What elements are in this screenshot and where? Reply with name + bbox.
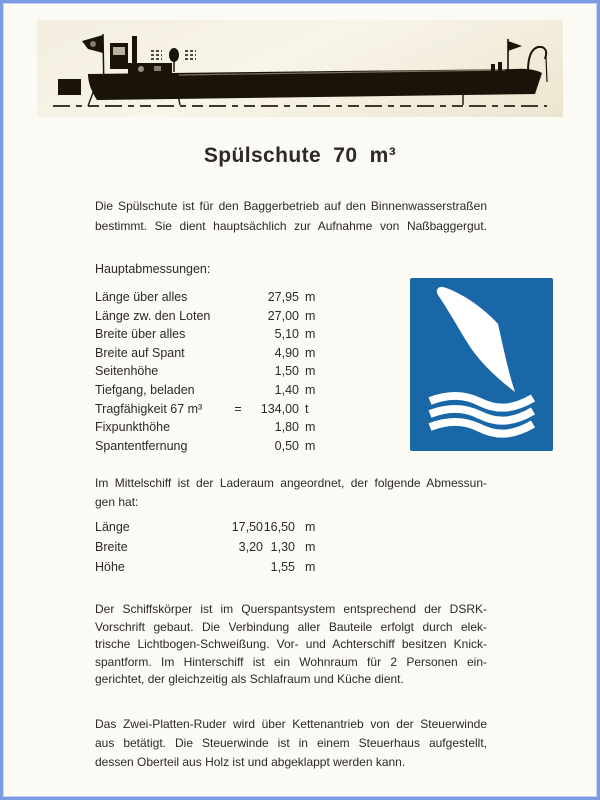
text-line: Vorschrift gebaut. Die Verbindung aller Bauteile erfolgt durch elek-	[95, 619, 487, 634]
row-label: Breite auf Spant	[95, 345, 185, 360]
table-row	[95, 418, 321, 437]
table-row	[95, 344, 321, 363]
table-row	[95, 325, 321, 344]
row-label: Länge	[95, 520, 130, 534]
table-row	[95, 362, 321, 381]
row-label: Höhe	[95, 560, 125, 574]
text-line: spantform. Im Hinterschiff ist ein Wohnraum für 2 Personen ein-	[95, 654, 487, 669]
intro-paragraph	[95, 196, 487, 236]
row-prefix	[225, 288, 251, 307]
row-label: Breite	[95, 540, 128, 554]
row-value-1: 17,50	[231, 520, 263, 534]
row-value: 0,50	[274, 438, 299, 453]
row-value-2: 16,50	[263, 520, 295, 534]
text-line: gerichtet, der gleichzeitig als Schlafraum und Küche dient.	[95, 672, 404, 686]
table-row	[95, 381, 321, 400]
row-prefix: =	[234, 401, 242, 416]
row-value: 5,10	[274, 327, 299, 342]
row-unit: m	[305, 345, 316, 360]
table-row	[95, 307, 321, 326]
row-prefix	[225, 381, 251, 400]
row-value: 27,00	[267, 308, 299, 323]
row-prefix	[225, 362, 251, 381]
row-value: 4,90	[274, 345, 299, 360]
text-line: Das Zwei-Platten-Ruder wird über Kettenantrieb von der Steuerwinde	[95, 717, 487, 731]
row-unit: m	[305, 540, 316, 554]
row-prefix	[225, 344, 251, 363]
table-row	[95, 537, 321, 557]
table-row	[95, 288, 321, 307]
row-value: 1,40	[274, 382, 299, 397]
row-unit: m	[305, 420, 316, 435]
row-unit: m	[305, 438, 316, 453]
row-value: 1,80	[274, 420, 299, 435]
hold-dimensions-table	[95, 517, 321, 577]
hold-intro-paragraph	[95, 474, 487, 512]
hull-paragraph	[95, 601, 487, 689]
row-value: 134,00	[260, 401, 299, 416]
row-value-1	[213, 557, 263, 577]
row-label: Spantentfernung	[95, 438, 188, 453]
table-row	[95, 400, 321, 419]
row-label: Tragfähigkeit 67 m³	[95, 401, 203, 416]
row-unit: m	[305, 364, 316, 379]
barge-side-view-illustration	[37, 20, 563, 117]
text-line: Im Mittelschiff ist der Laderaum angeordnet, der folgende Abmessun-	[95, 476, 487, 490]
sail-and-waves-logo	[410, 278, 553, 451]
table-row	[95, 437, 321, 456]
table-row	[95, 517, 321, 537]
row-value-2: 1,30	[270, 540, 295, 554]
row-value-1: 3,20	[238, 540, 263, 554]
row-value: 1,50	[274, 364, 299, 379]
row-label: Seitenhöhe	[95, 364, 159, 379]
text-line: dessen Oberteil aus Holz ist und abgeklappt werden kann.	[95, 755, 406, 769]
rudder-paragraph	[95, 715, 487, 772]
row-unit: m	[305, 290, 316, 304]
row-prefix	[225, 307, 251, 326]
row-prefix	[225, 418, 251, 437]
row-label: Fixpunkthöhe	[95, 420, 171, 435]
row-label: Breite über alles	[95, 327, 186, 342]
table-row	[95, 557, 321, 577]
row-unit: m	[305, 560, 316, 574]
row-label: Länge zw. den Loten	[95, 308, 211, 323]
text-line: trische Lichtbogen-Schweißung. Vor- und Achterschiff besitzen Knick-	[95, 637, 487, 651]
dimensions-heading: Hauptabmessungen:	[95, 262, 211, 276]
row-value-2: 1,55	[270, 560, 295, 574]
row-prefix	[225, 325, 251, 344]
row-label: Tiefgang, beladen	[95, 382, 195, 397]
row-prefix	[225, 437, 251, 456]
page-title: Spülschute 70 m³	[203, 144, 397, 167]
dimensions-table	[95, 288, 321, 455]
row-unit: m	[305, 327, 316, 342]
text-line: aus betätigt. Die Steuerwinde ist in einem Steuerhaus aufgestellt,	[95, 736, 487, 750]
row-unit: m	[305, 308, 316, 323]
row-label: Länge über alles	[95, 290, 188, 304]
row-unit: m	[305, 520, 316, 534]
row-value: 27,95	[267, 290, 299, 304]
barge-photo	[37, 20, 563, 117]
row-unit: m	[305, 382, 316, 397]
shipyard-logo	[410, 278, 553, 451]
text-line: gen hat:	[95, 495, 139, 509]
text-line: Der Schiffskörper ist im Querspantsystem entsprechend der DSRK-	[95, 602, 487, 616]
text-line: Die Spülschute ist für den Baggerbetrieb auf den Binnenwasserstraßen	[95, 199, 487, 213]
text-line: bestimmt. Sie dient hauptsächlich zur Aufnahme von Naßbaggergut.	[95, 219, 487, 233]
row-unit: t	[305, 401, 309, 416]
